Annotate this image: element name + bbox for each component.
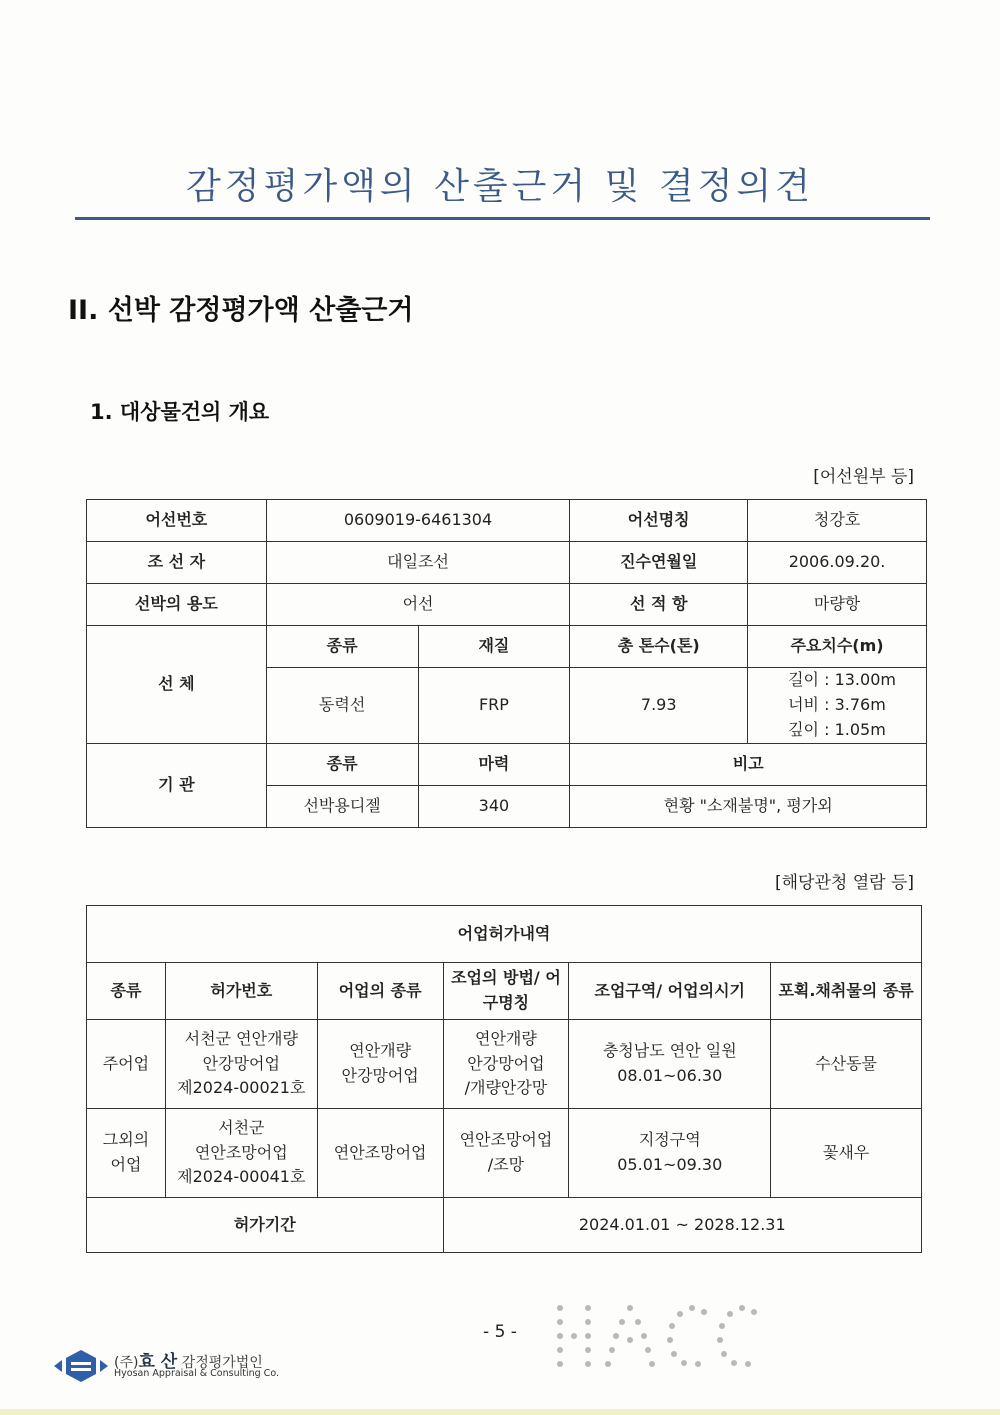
- row-permit-number: [165, 1020, 317, 1109]
- engine-header-horsepower: 마력: [418, 744, 570, 786]
- scan-edge: [0, 1409, 1000, 1415]
- label-hull: 선 체: [87, 626, 267, 744]
- hull-depth: 깊이 : 1.05m: [788, 719, 886, 739]
- page-number: - 5 -: [483, 1322, 517, 1342]
- value-launch-date: 2006.09.20.: [748, 542, 927, 584]
- label-builder: 조 선 자: [87, 542, 267, 584]
- label-engine: 기 관: [87, 744, 267, 828]
- label-vessel-number: 어선번호: [87, 500, 267, 542]
- hull-length: 길이 : 13.00m: [788, 670, 896, 690]
- company-name: 효 산: [138, 1352, 178, 1372]
- row-catch: 수산동물: [771, 1020, 922, 1109]
- engine-header-remarks: 비고: [570, 744, 927, 786]
- row-fishery-type: [317, 1020, 443, 1109]
- vessel-overview-table: [86, 499, 927, 828]
- company-prefix: (주): [114, 1355, 139, 1371]
- hull-breadth: 너비 : 3.76m: [788, 695, 886, 715]
- fishery-line: 연안개량: [349, 1041, 412, 1061]
- fishery-line: 안강망어업: [341, 1066, 419, 1085]
- value-vessel-number: 0609019-6461304: [266, 500, 570, 542]
- row-fishery-type: [317, 1109, 443, 1198]
- table-row: [87, 1109, 922, 1198]
- section-heading: II. 선박 감정평가액 산출근거: [68, 295, 414, 326]
- label-home-port: 선 적 항: [570, 584, 748, 626]
- hyosan-logo-icon: [52, 1348, 110, 1384]
- license-table-title: 어업허가내역: [87, 906, 922, 963]
- method-line: 연안조망어업: [459, 1130, 553, 1150]
- page-title: 감정평가액의 산출근거 및 결정의견: [186, 166, 814, 207]
- license-header-catch: 포획.채취물의 종류: [771, 963, 922, 1020]
- value-vessel-use: 어선: [266, 584, 570, 626]
- subsection-heading: 1. 대상물건의 개요: [90, 400, 270, 424]
- method-line: 안강망어업: [467, 1053, 545, 1073]
- row-method: [443, 1020, 569, 1109]
- permit-line: 서천군: [218, 1117, 265, 1137]
- license-header-area: 조업구역/ 어업의시기: [569, 963, 771, 1020]
- value-builder: 대일조선: [266, 542, 570, 584]
- label-vessel-use: 선박의 용도: [87, 584, 267, 626]
- kind-line: 어업: [110, 1155, 142, 1174]
- value-vessel-name: 청강호: [748, 500, 927, 542]
- engine-remarks: 현황 "소재불명", 평가외: [570, 786, 927, 828]
- permit-line: 제2024-00021호: [177, 1078, 306, 1098]
- engine-header-type: 종류: [266, 744, 418, 786]
- title-divider: [75, 217, 930, 220]
- fishery-line: 연안조망어업: [333, 1142, 427, 1162]
- hacc-watermark: [552, 1300, 762, 1372]
- method-line: 연안개량: [475, 1028, 537, 1048]
- row-kind: [87, 1109, 166, 1198]
- license-period-value: 2024.01.01 ~ 2028.12.31: [443, 1198, 921, 1253]
- area-line: 08.01~06.30: [617, 1066, 723, 1085]
- license-header-kind: 종류: [87, 963, 166, 1020]
- row-area: [569, 1020, 771, 1109]
- table1-source-note: [어선원부 등]: [813, 467, 914, 487]
- hull-header-type: 종류: [266, 626, 418, 668]
- method-line: /조망: [487, 1155, 525, 1174]
- row-method: [443, 1109, 569, 1198]
- kind-line: 그외의: [102, 1130, 150, 1150]
- row-kind: 주어업: [87, 1020, 166, 1109]
- engine-horsepower: 340: [418, 786, 570, 828]
- hull-dimensions: [748, 668, 927, 744]
- permit-line: 안강망어업: [202, 1053, 280, 1073]
- company-name-english: Hyosan Appraisal & Consulting Co.: [114, 1368, 279, 1379]
- fishing-license-table: [86, 905, 922, 1253]
- area-line: 충청남도 연안 일원: [602, 1041, 737, 1061]
- area-line: 05.01~09.30: [617, 1155, 723, 1174]
- permit-line: 제2024-00041호: [177, 1167, 306, 1187]
- row-catch: 꽃새우: [771, 1109, 922, 1198]
- row-permit-number: [165, 1109, 317, 1198]
- license-header-fishery-type: 어업의 종류: [317, 963, 443, 1020]
- value-home-port: 마량항: [748, 584, 927, 626]
- permit-line: 연안조망어업: [194, 1142, 288, 1162]
- label-vessel-name: 어선명칭: [570, 500, 748, 542]
- permit-line: 서천군 연안개량: [184, 1028, 298, 1048]
- license-period-label: 허가기간: [87, 1198, 444, 1253]
- hull-header-tonnage: 총 톤수(톤): [570, 626, 748, 668]
- table-row: [87, 1020, 922, 1109]
- method-line: /개량안강망: [464, 1078, 548, 1098]
- hull-material: FRP: [418, 668, 570, 744]
- company-logo: [52, 1346, 282, 1386]
- row-area: [569, 1109, 771, 1198]
- hull-header-material: 재질: [418, 626, 570, 668]
- company-suffix: 감정평가법인: [181, 1355, 263, 1371]
- table2-source-note: [해당관청 열람 등]: [774, 873, 914, 893]
- area-line: 지정구역: [638, 1130, 701, 1150]
- license-header-permit-number: 허가번호: [165, 963, 317, 1020]
- hull-tonnage: 7.93: [570, 668, 748, 744]
- hull-header-dimensions: 주요치수(m): [748, 626, 927, 668]
- engine-type: 선박용디젤: [266, 786, 418, 828]
- hull-type: 동력선: [266, 668, 418, 744]
- license-header-method: 조업의 방법/ 어구명칭: [443, 963, 569, 1020]
- label-launch-date: 진수연월일: [570, 542, 748, 584]
